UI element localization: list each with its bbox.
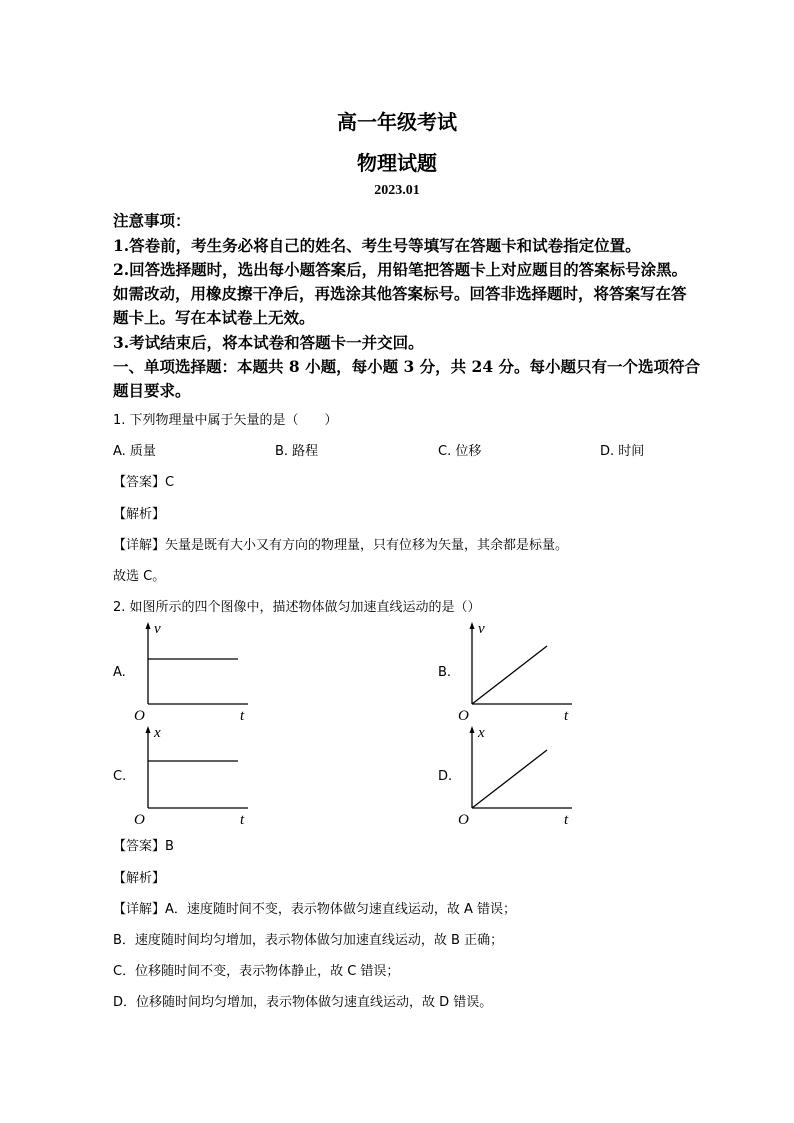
graph-a-label: A.: [113, 665, 126, 680]
y-axis-label: v: [154, 621, 161, 637]
y-axis-arrow: [146, 622, 151, 629]
graph-d-label: D.: [438, 769, 453, 784]
graph-c: [130, 722, 260, 828]
subject-title: 物理试题: [357, 151, 437, 175]
q2-detail: D．位移随时间均匀增加，表示物体做匀速直线运动，故 D 错误。: [113, 995, 493, 1010]
x-axis-label: t: [564, 812, 569, 828]
y-axis-label: x: [154, 725, 161, 741]
q1-option-b: B. 路程: [275, 444, 319, 459]
q2-analysis: 【解析】: [113, 871, 166, 886]
notice-line: 1.答卷前，考生务必将自己的姓名、考生号等填写在答题卡和试卷指定位置。: [113, 236, 641, 255]
q2-answer: 【答案】B: [113, 839, 174, 854]
graph-b: [454, 618, 584, 724]
y-axis-arrow: [146, 726, 151, 733]
y-axis-label: x: [478, 725, 485, 741]
notice-line: 3.考试结束后，将本试卷和答题卡一并交回。: [113, 333, 424, 352]
notice-line: 如需改动，用橡皮擦干净后，再选涂其他答案标号。回答非选择题时，将答案写在答: [113, 284, 687, 303]
section-heading: 一、单项选择题：本题共 8 小题，每小题 3 分，共 24 分。每小题只有一个选项符合: [113, 357, 701, 376]
notice-line: 题卡上。写在本试卷上无效。: [113, 308, 315, 327]
x-axis-label: t: [564, 708, 569, 724]
graph-a: [130, 618, 260, 724]
graph-d: [454, 722, 584, 828]
q1-detail: 【详解】矢量是既有大小又有方向的物理量，只有位移为矢量，其余都是标量。: [113, 538, 569, 553]
y-axis-label: v: [478, 621, 485, 637]
graph-c-label: C.: [113, 769, 127, 784]
q1-analysis: 【解析】: [113, 507, 166, 522]
q1-option-d: D. 时间: [600, 444, 645, 459]
notice-line: 2.回答选择题时，选出每小题答案后，用铅笔把答题卡上对应题目的答案标号涂黑。: [113, 260, 688, 279]
x-axis-label: t: [240, 812, 245, 828]
origin-label: O: [458, 812, 469, 828]
x-axis-label: t: [240, 708, 245, 724]
origin-label: O: [458, 708, 469, 724]
q2-detail: C．位移随时间不变，表示物体静止，故 C 错误；: [113, 964, 400, 979]
q1-conclusion: 故选 C。: [113, 569, 166, 584]
origin-label: O: [134, 812, 145, 828]
graph-b-label: B.: [438, 665, 452, 680]
q2-detail: B．速度随时间均匀增加，表示物体做匀加速直线运动，故 B 正确；: [113, 933, 504, 948]
q1-stem: 1. 下列物理量中属于矢量的是（ ）: [113, 413, 338, 428]
q1-answer: 【答案】C: [113, 475, 175, 490]
graph-line: [472, 750, 547, 808]
section-heading-cont: 题目要求。: [113, 381, 191, 400]
q1-option-c: C. 位移: [438, 444, 482, 459]
graph-line: [472, 646, 547, 704]
q2-stem: 2. 如图所示的四个图像中，描述物体做匀加速直线运动的是（）: [113, 600, 481, 615]
origin-label: O: [134, 708, 145, 724]
q1-option-a: A. 质量: [113, 444, 156, 459]
exam-date: 2023.01: [374, 183, 420, 198]
q2-detail: 【详解】A．速度随时间不变，表示物体做匀速直线运动，故 A 错误；: [113, 902, 517, 917]
y-axis-arrow: [470, 726, 475, 733]
exam-title: 高一年级考试: [337, 110, 457, 134]
y-axis-arrow: [470, 622, 475, 629]
notice-heading: 注意事项：: [113, 211, 191, 230]
